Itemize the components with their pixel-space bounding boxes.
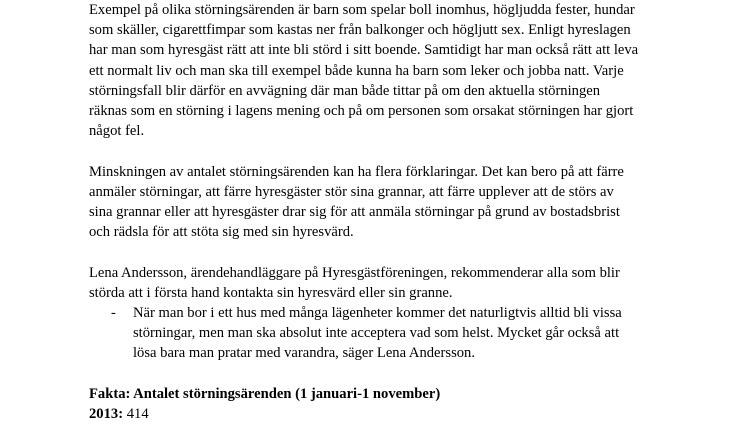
paragraph-disturbance-examples	[89, 0, 729, 141]
paragraph-recommendation	[89, 263, 729, 303]
facts-heading: Fakta: Antalet störningsärenden (1 januari-1 november)	[89, 385, 441, 402]
quote-line: lösa bara man pratar med varandra, säger Lena Andersson.	[133, 345, 475, 362]
facts-year-label: 2013:	[89, 406, 124, 423]
text-line: ett normalt liv och man ska till exempel både kunna ha barn som leker och jobba natt. Varje	[89, 62, 624, 79]
facts-year-row	[89, 404, 729, 424]
text-line: räknas som en störning i lagens mening och på om personen som orsakat störningen har gjort	[89, 103, 634, 120]
text-line: störda att i första hand kontakta sin hyresvärd eller sin granne.	[89, 284, 453, 301]
facts-box	[89, 384, 729, 424]
text-line: sina grannar eller att hyresgäster drar sig för att anmäla störningar på grund av bostadsbrist	[89, 204, 620, 221]
facts-year-value: 414	[126, 406, 149, 423]
paragraph-spacer	[89, 364, 729, 384]
text-line: anmäler störningar, att färre hyresgäster stör sina grannar, att färre upplever att de störs av	[89, 183, 614, 200]
text-line: och rädsla för att stöta sig med sin hyresvärd.	[89, 224, 354, 241]
text-line: störningsfall blir därför en avvägning där man både tittar på om den aktuella störningen	[89, 82, 601, 99]
text-line: har man som hyresgäst rätt att inte bli störd i sitt boende. Samtidigt har man också rätt att leva	[89, 42, 639, 59]
paragraph-spacer	[89, 141, 729, 161]
paragraph-decrease-explanations	[89, 162, 729, 243]
quote-line: När man bor i ett hus med många lägenheter kommer det naturligtvis alltid bli vissa	[133, 305, 622, 322]
quote-bullet	[89, 303, 729, 364]
paragraph-spacer	[89, 242, 729, 262]
text-line: Exempel på olika störningsärenden är barn som spelar boll inomhus, högljudda fester, hundar	[89, 2, 635, 18]
text-line: något fel.	[89, 123, 145, 140]
document-page	[89, 0, 729, 424]
dash-bullet-icon: -	[111, 305, 116, 322]
quote-line: störningar, men man ska absolut inte acceptera vad som helst. Mycket går också att	[133, 325, 620, 342]
text-line: Minskningen av antalet störningsärenden kan ha flera förklaringar. Det kan bero på att färre	[89, 163, 624, 180]
text-line: som skäller, cigarettfimpar som kastas ner från balkonger och högljutt sex. Enligt hyreslagen	[89, 22, 631, 39]
text-line: Lena Andersson, ärendehandläggare på Hyresgästföreningen, rekommenderar alla som blir	[89, 264, 620, 281]
